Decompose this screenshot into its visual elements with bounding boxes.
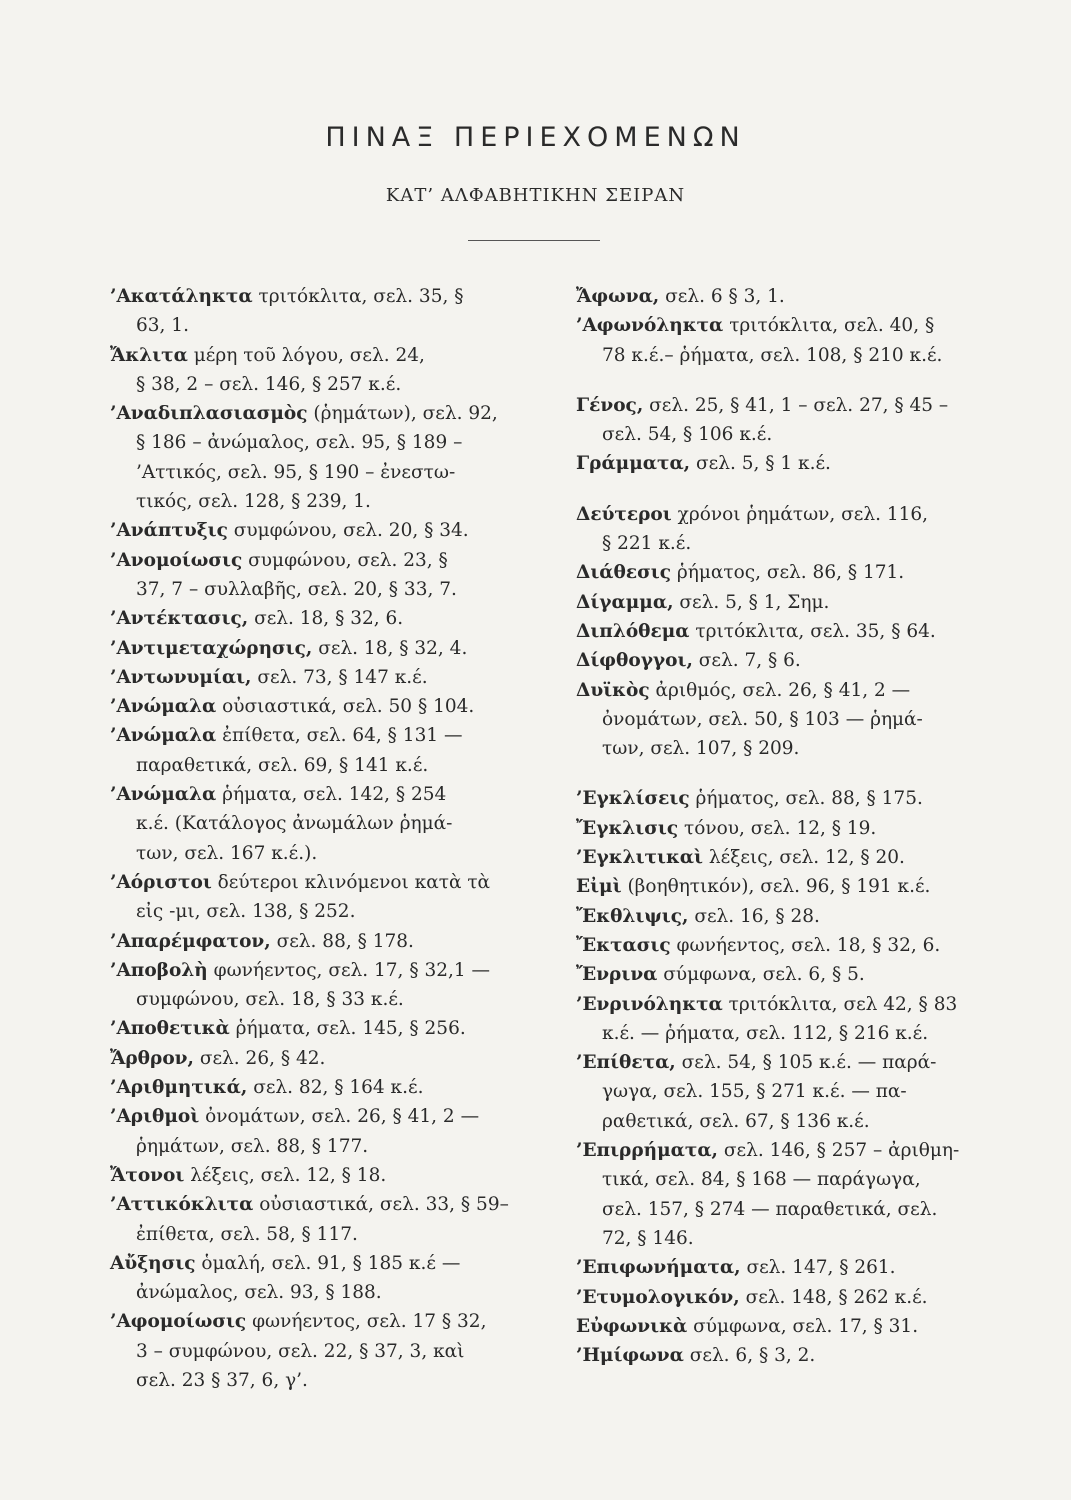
entry-headword: Ἔνρινα <box>576 964 658 986</box>
entry-headword: Δίφθογγοι, <box>576 650 693 672</box>
entry-text: ἀνώμαλος, σελ. 93, § 188. <box>136 1282 382 1304</box>
entry-line <box>576 1107 998 1136</box>
entry-headword: Ἔκτασις <box>576 934 671 956</box>
index-entry <box>110 692 530 721</box>
entry-text: εἰς -μι, σελ. 138, § 252. <box>136 901 356 923</box>
index-entry <box>110 399 530 516</box>
entry-text: 3 – συμφώνου, σελ. 22, § 37, 3, καὶ <box>136 1340 465 1362</box>
entry-headword: ’Αντέκτασις, <box>110 608 249 630</box>
entry-text: ἐπίθετα, σελ. 64, § 131 — <box>222 725 463 747</box>
entry-line <box>576 1224 998 1253</box>
entry-text: ῥήματα, σελ. 145, § 256. <box>235 1018 466 1040</box>
entry-text: χρόνοι ῥημάτων, σελ. 116, <box>677 503 929 525</box>
entry-text: των, σελ. 107, § 209. <box>602 738 800 760</box>
entry-line <box>110 780 530 809</box>
index-entry <box>576 282 998 311</box>
entry-line <box>110 809 530 838</box>
index-entry <box>110 516 530 545</box>
entry-text: ὀνομάτων, σελ. 50, § 103 — ῥημά- <box>602 708 923 730</box>
entry-line <box>110 282 530 311</box>
entry-text: σελ. 147, § 261. <box>746 1257 896 1279</box>
entry-headword: ’Αφομοίωσις <box>110 1311 247 1333</box>
entry-text: 72, § 146. <box>602 1227 694 1249</box>
entry-headword: Ἄρθρον, <box>110 1047 194 1069</box>
title-divider <box>468 240 600 241</box>
entry-line <box>576 449 998 478</box>
entry-text: § 38, 2 – σελ. 146, § 257 κ.έ. <box>136 373 402 395</box>
entry-headword: ’Αφωνόληκτα <box>576 315 724 337</box>
entry-line <box>576 588 998 617</box>
entry-headword: ’Αόριστοι <box>110 871 212 893</box>
index-entry <box>110 1044 530 1073</box>
entry-line <box>576 843 998 872</box>
entry-headword: Διάθεσις <box>576 562 671 584</box>
entry-line <box>110 575 530 604</box>
entry-line <box>110 1337 530 1366</box>
entry-line <box>576 814 998 843</box>
entry-headword: ’Ετυμολογικόν, <box>576 1286 740 1308</box>
left-column <box>110 282 530 1395</box>
index-entry <box>576 960 998 989</box>
index-entry <box>110 1073 530 1102</box>
index-entry <box>110 721 530 780</box>
entry-line <box>576 960 998 989</box>
index-entry <box>110 868 530 927</box>
entry-line <box>110 1249 530 1278</box>
entry-headword: Ἄφωνα, <box>576 286 660 307</box>
index-entry <box>110 604 530 633</box>
entry-text: ὀνομάτων, σελ. 26, § 41, 2 — <box>205 1106 480 1128</box>
entry-text: ῥημάτων, σελ. 88, § 177. <box>136 1135 369 1157</box>
index-entry <box>110 282 530 341</box>
entry-text: ῥήματος, σελ. 88, § 175. <box>695 788 923 810</box>
entry-headword: ’Αποθετικὰ <box>110 1018 230 1040</box>
entry-line <box>576 617 998 646</box>
entry-line <box>110 1161 530 1190</box>
entry-text: σελ. 6, § 3, 2. <box>689 1345 816 1367</box>
entry-headword: ’Ημίφωνα <box>576 1345 684 1367</box>
entry-text: (ῥημάτων), σελ. 92, <box>313 403 498 425</box>
index-entry <box>110 341 530 400</box>
entry-line <box>576 311 998 340</box>
entry-text: συμφώνου, σελ. 23, § <box>248 549 448 571</box>
entry-line <box>576 558 998 587</box>
entry-headword: Ἔγκλισις <box>576 817 679 839</box>
entry-headword: ’Ενρινόληκτα <box>576 993 723 1015</box>
index-entry <box>576 1341 998 1370</box>
index-entry <box>110 1102 530 1161</box>
entry-line <box>576 1195 998 1224</box>
entry-line <box>576 529 998 558</box>
entry-text: σελ. 54, § 105 κ.έ. — παρά- <box>681 1052 937 1074</box>
entry-text: σελ. 157, § 274 — παραθετικά, σελ. <box>602 1198 938 1220</box>
entry-line <box>110 311 530 340</box>
entry-line <box>576 341 998 370</box>
entry-headword: ’Επιφωνήματα, <box>576 1257 741 1279</box>
index-entry <box>576 588 998 617</box>
entry-line <box>110 751 530 780</box>
entry-text: σελ. 146, § 257 – ἀριθμη- <box>723 1140 960 1162</box>
entry-line <box>576 1077 998 1106</box>
entry-line <box>110 399 530 428</box>
entry-headword: ’Εγκλιτικαὶ <box>576 847 703 869</box>
index-entry <box>110 1190 530 1249</box>
entry-text: τικά, σελ. 84, § 168 — παράγωγα, <box>602 1169 921 1191</box>
entry-text: σελ. 26, § 42. <box>199 1047 326 1069</box>
index-entry <box>110 546 530 605</box>
entry-text: σύμφωνα, σελ. 6, § 5. <box>663 964 865 986</box>
entry-line <box>110 927 530 956</box>
entry-text: κ.έ. (Κατάλογος ἀνωμάλων ῥημά- <box>136 813 453 835</box>
index-entry <box>110 1161 530 1190</box>
index-entry <box>576 676 998 764</box>
entry-text: ῥήματος, σελ. 86, § 171. <box>676 562 905 584</box>
entry-line <box>576 931 998 960</box>
index-entry <box>576 500 998 559</box>
entry-text: σελ. 5, § 1, Σημ. <box>679 591 830 613</box>
entry-line <box>576 1048 998 1077</box>
entry-text: των, σελ. 167 κ.έ.). <box>136 842 318 864</box>
entry-line <box>110 458 530 487</box>
entry-text: τριτόκλιτα, σελ 42, § 83 <box>728 993 958 1015</box>
entry-line <box>576 646 998 675</box>
entry-text: τικός, σελ. 128, § 239, 1. <box>136 491 371 513</box>
page-title: ΠΙΝΑΞ ΠΕΡΙΕΧΟΜΕΝΩΝ <box>325 122 746 153</box>
entry-headword: ’Ανάπτυξις <box>110 520 228 542</box>
entry-line <box>110 985 530 1014</box>
entry-headword: ’Ανομοίωσις <box>110 549 243 571</box>
entry-line <box>576 1019 998 1048</box>
entry-line <box>576 784 998 813</box>
entry-text: τόνου, σελ. 12, § 19. <box>683 817 877 839</box>
entry-headword: ’Αριθμοὶ <box>110 1106 200 1128</box>
entry-headword: ’Ανώμαλα <box>110 696 217 718</box>
entry-text: οὐσιαστικά, σελ. 50 § 104. <box>222 696 475 718</box>
index-entry <box>576 558 998 587</box>
entry-headword: ’Αντωνυμίαι, <box>110 666 252 688</box>
entry-line <box>110 1044 530 1073</box>
entry-line <box>110 897 530 926</box>
entry-text: γωγα, σελ. 155, § 271 κ.έ. — πα- <box>602 1081 907 1103</box>
index-entry <box>576 784 998 813</box>
entry-line <box>576 872 998 901</box>
index-entry <box>576 872 998 901</box>
entry-line <box>576 391 998 420</box>
entry-text: σύμφωνα, σελ. 17, § 31. <box>693 1315 919 1337</box>
index-entry <box>110 780 530 868</box>
entry-headword: ’Εγκλίσεις <box>576 788 690 810</box>
index-entry <box>576 843 998 872</box>
entry-line <box>576 1283 998 1312</box>
index-entry <box>576 990 998 1049</box>
entry-line <box>110 1307 530 1336</box>
entry-line <box>110 487 530 516</box>
entry-headword: Ἄτονοι <box>110 1164 185 1186</box>
entry-headword: Γένος, <box>576 394 644 416</box>
entry-line <box>576 1253 998 1282</box>
entry-line <box>110 546 530 575</box>
entry-text: φωνήεντος, σελ. 17 § 32, <box>252 1311 487 1333</box>
entry-text: δεύτεροι κλινόμενοι κατὰ τὰ <box>217 871 491 893</box>
entry-line <box>576 1165 998 1194</box>
entry-headword: ’Επίθετα, <box>576 1052 676 1074</box>
entry-headword: Γράμματα, <box>576 453 691 475</box>
entry-text: ῥήματα, σελ. 142, § 254 <box>222 784 447 806</box>
entry-headword: Εὐφωνικὰ <box>576 1315 688 1337</box>
entry-text: φωνήεντος, σελ. 17, § 32,1 — <box>213 959 491 981</box>
entry-headword: ’Αριθμητικά, <box>110 1077 248 1099</box>
entry-line <box>576 705 998 734</box>
entry-text: κ.έ. — ῥήματα, σελ. 112, § 216 κ.έ. <box>602 1022 929 1044</box>
entry-text: συμφώνου, σελ. 18, § 33 κ.έ. <box>136 989 404 1011</box>
entry-text: ἐπίθετα, σελ. 58, § 117. <box>136 1223 358 1245</box>
entry-text: σελ. 73, § 147 κ.έ. <box>257 666 428 688</box>
entry-headword: ’Αναδιπλασιασμὸς <box>110 403 308 425</box>
entry-line <box>110 604 530 633</box>
entry-text: σελ. 23 § 37, 6, γ’. <box>136 1369 308 1391</box>
entry-text: συμφώνου, σελ. 20, § 34. <box>233 520 469 542</box>
entry-line <box>576 990 998 1019</box>
index-entry <box>576 931 998 960</box>
entry-text: 63, 1. <box>136 315 189 337</box>
index-entry <box>576 1048 998 1136</box>
entry-text: σελ. 7, § 6. <box>698 650 801 672</box>
entry-headword: ’Ανώμαλα <box>110 784 217 806</box>
right-column <box>576 282 998 1370</box>
entry-text: σελ. 148, § 262 κ.έ. <box>745 1286 928 1308</box>
entry-text: σελ. 5, § 1 κ.έ. <box>696 453 831 475</box>
entry-line <box>576 420 998 449</box>
entry-line <box>576 676 998 705</box>
index-entry <box>576 1253 998 1282</box>
entry-text: σελ. 54, § 106 κ.έ. <box>602 424 773 446</box>
entry-text: σελ. 82, § 164 κ.έ. <box>253 1077 424 1099</box>
entry-line <box>110 1220 530 1249</box>
index-entry <box>576 311 998 370</box>
index-entry <box>576 391 998 450</box>
index-entry <box>576 902 998 931</box>
entry-headword: ’Αττικόκλιτα <box>110 1194 254 1216</box>
entry-headword: ’Αποβολὴ <box>110 959 208 981</box>
entry-text: § 186 – ἀνώμαλος, σελ. 95, § 189 – <box>136 432 463 454</box>
entry-text: σελ. 18, § 32, 4. <box>318 637 468 659</box>
entry-text: τριτόκλιτα, σελ. 35, § 64. <box>695 620 936 642</box>
entry-headword: Ἄκλιτα <box>110 344 188 366</box>
entry-line <box>110 956 530 985</box>
index-entry <box>576 1283 998 1312</box>
entry-line <box>110 1014 530 1043</box>
entry-text: σελ. 88, § 178. <box>276 930 414 952</box>
entry-line <box>110 634 530 663</box>
entry-text: 78 κ.έ.– ῥήματα, σελ. 108, § 210 κ.έ. <box>602 344 943 366</box>
entry-text: (βοηθητικόν), σελ. 96, § 191 κ.έ. <box>627 876 931 898</box>
index-entry <box>576 617 998 646</box>
index-entry <box>110 1014 530 1043</box>
index-entry <box>110 927 530 956</box>
index-entry <box>576 646 998 675</box>
entry-line <box>110 839 530 868</box>
entry-line <box>110 1132 530 1161</box>
entry-headword: Εἰμὶ <box>576 876 622 898</box>
entry-headword: Αὔξησις <box>110 1252 196 1274</box>
entry-line <box>576 902 998 931</box>
entry-headword: ’Ακατάληκτα <box>110 286 253 307</box>
entry-text: τριτόκλιτα, σελ. 35, § <box>258 286 464 307</box>
entry-text: ὁμαλή, σελ. 91, § 185 κ.έ — <box>201 1252 461 1274</box>
index-entry <box>110 1307 530 1395</box>
entry-text: μέρη τοῦ λόγου, σελ. 24, <box>193 344 425 366</box>
entry-line <box>110 692 530 721</box>
page-subtitle: ΚΑΤ’ ΑΛΦΑΒΗΤΙΚΗΝ ΣΕΙΡΑΝ <box>385 185 686 206</box>
entry-line <box>110 663 530 692</box>
index-entry <box>110 663 530 692</box>
entry-text: 37, 7 – συλλαβῆς, σελ. 20, § 33, 7. <box>136 578 457 600</box>
index-entry <box>110 1249 530 1308</box>
index-entry <box>576 449 998 478</box>
entry-text: οὐσιαστικά, σελ. 33, § 59– <box>259 1194 509 1216</box>
entry-headword: ’Ανώμαλα <box>110 725 217 747</box>
entry-headword: Δυϊκὸς <box>576 679 650 701</box>
entry-text: σελ. 25, § 41, 1 – σελ. 27, § 45 – <box>649 394 949 416</box>
entry-headword: ’Επιρρήματα, <box>576 1140 718 1162</box>
index-entry <box>576 814 998 843</box>
index-entry <box>576 1136 998 1253</box>
entry-line <box>576 734 998 763</box>
entry-line <box>110 341 530 370</box>
entry-headword: Διπλόθεμα <box>576 620 690 642</box>
entry-line <box>576 1312 998 1341</box>
index-entry <box>576 1312 998 1341</box>
entry-line <box>576 1341 998 1370</box>
entry-line <box>576 282 998 311</box>
entry-line <box>110 1278 530 1307</box>
entry-text: ραθετικά, σελ. 67, § 136 κ.έ. <box>602 1110 870 1132</box>
entry-text: σελ. 16, § 28. <box>694 905 820 927</box>
entry-line <box>110 428 530 457</box>
entry-line <box>110 721 530 750</box>
index-entry <box>110 956 530 1015</box>
entry-text: σελ. 18, § 32, 6. <box>254 608 404 630</box>
entry-text: λέξεις, σελ. 12, § 20. <box>708 847 905 869</box>
entry-line <box>110 1073 530 1102</box>
entry-line <box>110 516 530 545</box>
entry-text: λέξεις, σελ. 12, § 18. <box>190 1164 387 1186</box>
entry-text: § 221 κ.έ. <box>602 533 692 555</box>
entry-text: σελ. 6 § 3, 1. <box>665 286 785 307</box>
entry-headword: ’Αντιμεταχώρησις, <box>110 637 313 659</box>
entry-line <box>110 868 530 897</box>
entry-line <box>576 1136 998 1165</box>
entry-headword: Δεύτεροι <box>576 503 672 525</box>
entry-headword: Ἔκθλιψις, <box>576 905 689 927</box>
entry-line <box>110 370 530 399</box>
entry-text: τριτόκλιτα, σελ. 40, § <box>729 315 935 337</box>
entry-line <box>110 1190 530 1219</box>
entry-text: παραθετικά, σελ. 69, § 141 κ.έ. <box>136 754 429 776</box>
entry-line <box>110 1366 530 1395</box>
entry-headword: ’Απαρέμφατον, <box>110 930 271 952</box>
entry-text: φωνήεντος, σελ. 18, § 32, 6. <box>676 934 941 956</box>
entry-headword: Δίγαμμα, <box>576 591 674 613</box>
index-entry <box>110 634 530 663</box>
entry-line <box>576 500 998 529</box>
entry-text: ’Αττικός, σελ. 95, § 190 – ἐνεστω- <box>136 461 456 483</box>
entry-text: ἀριθμός, σελ. 26, § 41, 2 — <box>655 679 911 701</box>
entry-line <box>110 1102 530 1131</box>
